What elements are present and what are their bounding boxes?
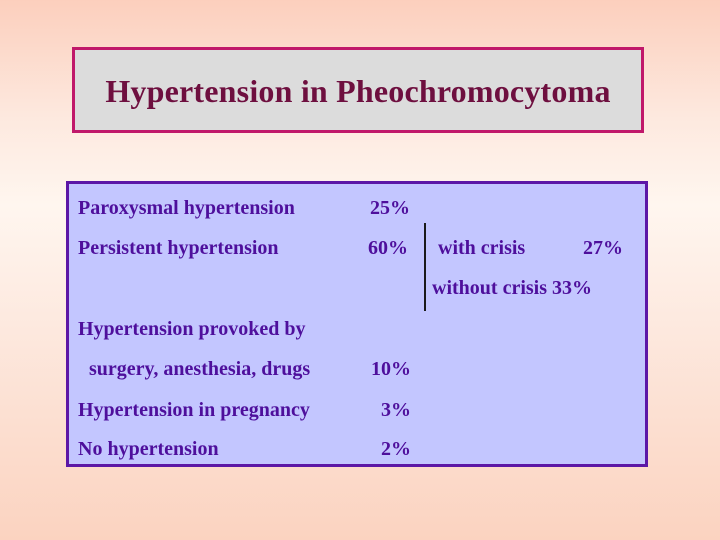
none-label: No hypertension [78, 438, 219, 460]
with-crisis-label: with crisis [438, 237, 526, 259]
bracket-divider [424, 223, 426, 311]
persistent-label: Persistent hypertension [78, 237, 279, 259]
provoked-line2-label: surgery, anesthesia, drugs [89, 358, 311, 380]
pregnancy-value: 3% [381, 399, 411, 421]
paroxysmal-label: Paroxysmal hypertension [78, 197, 295, 219]
slide-title: Hypertension in Pheochromocytoma [105, 72, 611, 109]
persistent-value: 60% [368, 237, 408, 259]
none-value: 2% [381, 438, 411, 460]
provoked-line1: Hypertension provoked by [78, 318, 306, 340]
pregnancy-label: Hypertension in pregnancy [78, 399, 310, 421]
without-crisis-text: without crisis 33% [432, 277, 592, 299]
with-crisis-value: 27% [583, 237, 623, 259]
paroxysmal-value: 25% [370, 197, 410, 219]
provoked-value: 10% [371, 358, 411, 380]
title-box [72, 47, 644, 133]
